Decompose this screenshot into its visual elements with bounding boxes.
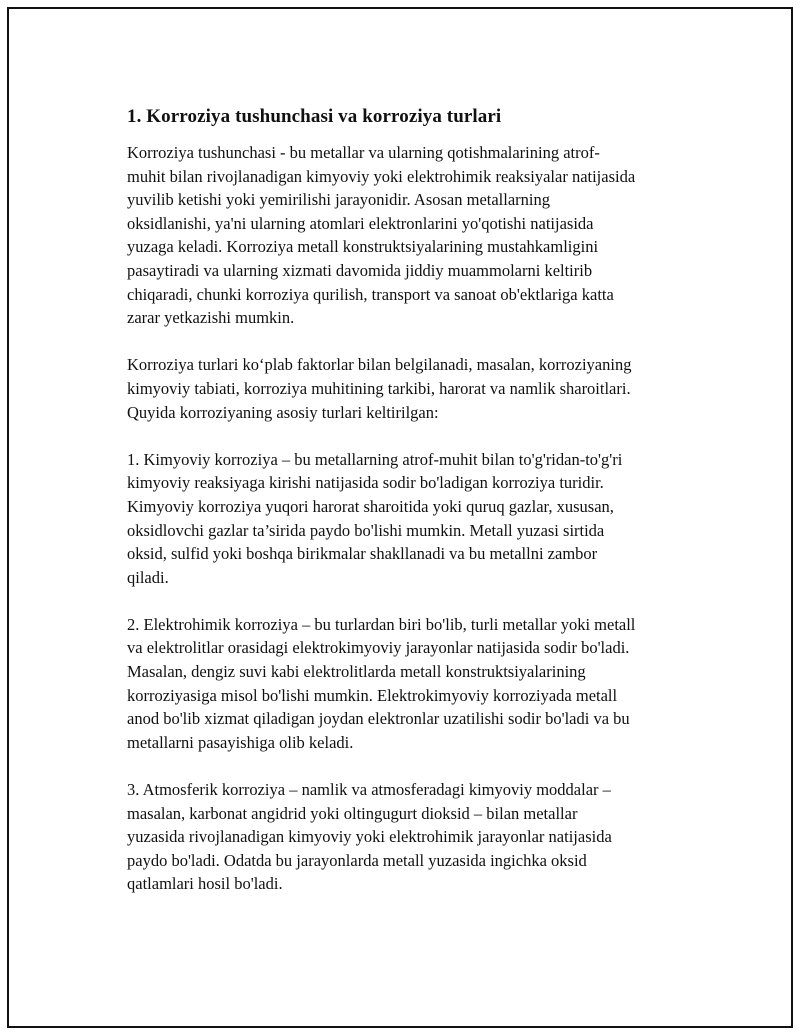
text-line: pasaytiradi va ularning xizmati davomida jiddiy muammolarni keltirib <box>127 260 593 280</box>
text-line: muhit bilan rivojlanadigan kimyoviy yoki elektrohimik reaksiyalar natijasida <box>127 166 636 186</box>
text-line: yuvilib ketishi yoki yemirilishi jarayonidir. Asosan metallarning <box>127 190 550 210</box>
text-line: kimyoviy reaksiyaga kirishi natijasida sodir bo'ladigan korroziya turidir. <box>127 473 604 493</box>
page-border <box>7 7 793 1028</box>
text-line: 3. Atmosferik korroziya – namlik va atmosferadagi kimyoviy moddalar – <box>127 780 611 800</box>
text-line: Quyida korroziyaning asosiy turlari keltirilgan: <box>127 402 439 422</box>
text-line: va elektrolitlar orasidagi elektrokimyoviy jarayonlar natijasida sodir bo'ladi. <box>127 638 630 658</box>
text-line: 2. Elektrohimik korroziya – bu turlardan biri bo'lib, turli metallar yoki metall <box>127 614 636 634</box>
text-line: kimyoviy tabiati, korroziya muhitining tarkibi, harorat va namlik sharoitlari. <box>127 378 631 398</box>
text-line: anod bo'lib xizmat qiladigan joydan elektronlar uzatilishi sodir bo'ladi va bu <box>127 709 630 729</box>
text-line: chiqaradi, chunki korroziya qurilish, transport va sanoat ob'ektlariga katta <box>127 284 614 304</box>
text-line: zarar yetkazishi mumkin. <box>127 308 295 328</box>
text-line: Korroziya tushunchasi - bu metallar va ularning qotishmalarining atrof- <box>127 143 600 162</box>
text-line: Masalan, dengiz suvi kabi elektrolitlarda metall konstruktsiyalarining <box>127 662 586 682</box>
text-line: yuzasida rivojlanadigan kimyoviy yoki elektrohimik jarayonlar natijasida <box>127 827 612 847</box>
paragraph-chemical-corrosion <box>127 448 702 590</box>
text-line: yuzaga keladi. Korroziya metall konstruktsiyalarining mustahkamligini <box>127 237 599 257</box>
text-line: masalan, karbonat angidrid yoki oltingugurt dioksid – bilan metallar <box>127 803 578 823</box>
text-line: oksidlovchi gazlar ta’sirida paydo bo'lishi mumkin. Metall yuzasi sirtida <box>127 520 605 540</box>
text-line: oksid, sulfid yoki boshqa birikmalar shakllanadi va bu metallni zambor <box>127 544 598 564</box>
text-line: metallarni pasayishiga olib keladi. <box>127 732 354 752</box>
text-line: Kimyoviy korroziya yuqori harorat sharoitida yoki quruq gazlar, xususan, <box>127 496 614 516</box>
text-line: korroziyasiga misol bo'lishi mumkin. Elektrokimyoviy korroziyada metall <box>127 685 618 705</box>
paragraph-types-intro <box>127 353 702 424</box>
text-line: paydo bo'ladi. Odatda bu jarayonlarda metall yuzasida ingichka oksid <box>127 850 587 870</box>
paragraph-definition <box>127 141 702 330</box>
text-line: oksidlanishi, ya'ni ularning atomlari elektronlarini yo'qotishi natijasida <box>127 213 594 233</box>
paragraph-electrochemical-corrosion <box>127 613 702 755</box>
text-line: qatlamlari hosil bo'ladi. <box>127 874 283 894</box>
paragraph-atmospheric-corrosion <box>127 778 702 896</box>
section-heading: 1. Korroziya tushunchasi va korroziya turlari <box>127 106 502 127</box>
text-line: 1. Kimyoviy korroziya – bu metallarning atrof-muhit bilan to'g'ridan-to'g'ri <box>127 449 623 469</box>
text-line: Korroziya turlari ko‘plab faktorlar bilan belgilanadi, masalan, korroziyaning <box>127 355 632 375</box>
document-body <box>127 105 702 920</box>
text-line: qiladi. <box>127 567 169 587</box>
